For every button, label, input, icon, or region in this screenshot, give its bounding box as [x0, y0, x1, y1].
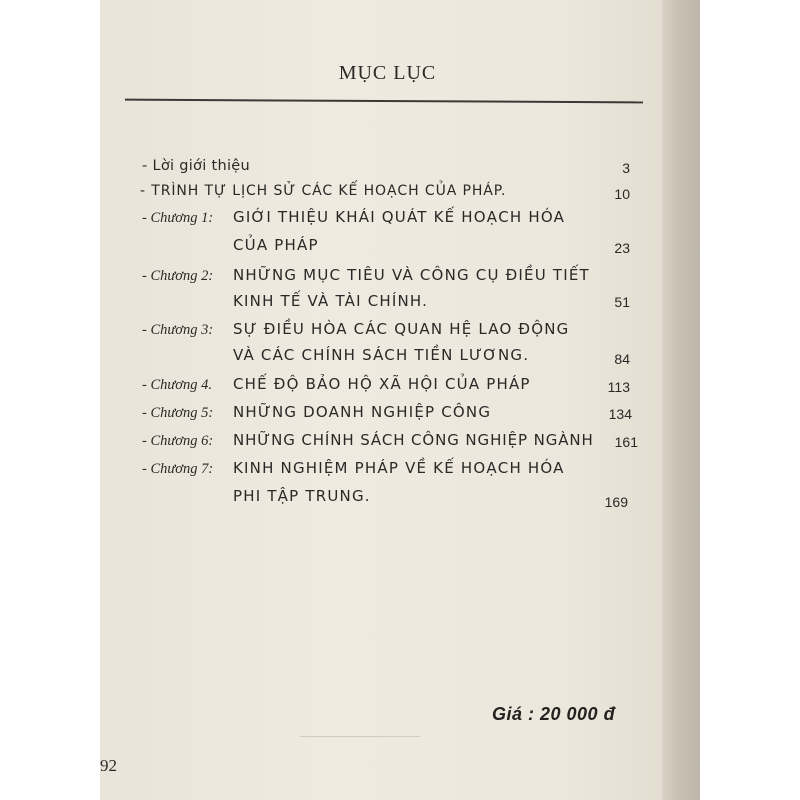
toc-entry-title-cont: VÀ CÁC CHÍNH SÁCH TIỀN LƯƠNG.	[233, 346, 530, 364]
toc-entry-page: 51	[614, 294, 630, 310]
toc-entry-page: 84	[614, 351, 630, 367]
toc-entry-page: 169	[604, 494, 628, 510]
toc-entry-title: NHỮNG CHÍNH SÁCH CÔNG NGHIỆP NGÀNH	[233, 431, 594, 449]
toc-entry-title: SỰ ĐIỀU HÒA CÁC QUAN HỆ LAO ĐỘNG	[233, 320, 570, 338]
toc-entry-title-cont: CỦA PHÁP	[233, 236, 319, 254]
toc-entry-title: NHỮNG DOANH NGHIỆP CÔNG	[233, 403, 492, 421]
toc-entry-chapter: - Chương 1:	[142, 210, 214, 226]
page-edge	[662, 0, 700, 800]
toc-entry-title: CHẾ ĐỘ BẢO HỘ XÃ HỘI CỦA PHÁP	[233, 375, 531, 393]
divider	[300, 736, 420, 737]
toc-entry-page: 134	[608, 406, 632, 422]
toc-entry-title: NHỮNG MỤC TIÊU VÀ CÔNG CỤ ĐIỀU TIẾT	[233, 266, 590, 284]
toc-entry-chapter: - Chương 2:	[142, 268, 214, 284]
toc-entry-chapter: - Chương 4.	[142, 377, 213, 393]
price-label: Giá : 20 000 đ	[492, 704, 616, 724]
toc-entry-title: - Lời giới thiệu	[142, 158, 250, 174]
toc-entry-page: 23	[614, 240, 630, 256]
page-number: 92	[100, 756, 117, 775]
toc-entry-chapter: - Chương 6:	[142, 433, 214, 449]
toc-entry-page: 113	[607, 379, 630, 395]
toc-entry-page: 10	[614, 186, 630, 202]
book-page	[100, 0, 675, 800]
toc-entry-chapter: - Chương 3:	[142, 322, 214, 338]
page-title: MỤC LỤC	[338, 62, 437, 84]
toc-entry-title: - TRÌNH TỰ LỊCH SỬ CÁC KẾ HOẠCH CỦA PHÁP.	[140, 183, 507, 199]
toc-entry-page: 161	[614, 434, 638, 450]
toc-entry-title: GIỚI THIỆU KHÁI QUÁT KẾ HOẠCH HÓA	[233, 208, 566, 226]
toc-entry-chapter: - Chương 5:	[142, 405, 214, 421]
toc-entry-title-cont: PHI TẬP TRUNG.	[233, 487, 371, 505]
toc-entry-title-cont: KINH TẾ VÀ TÀI CHÍNH.	[233, 292, 429, 310]
table-of-contents	[100, 0, 675, 800]
toc-entry-chapter: - Chương 7:	[142, 461, 214, 477]
toc-entry-title: KINH NGHIỆM PHÁP VỀ KẾ HOẠCH HÓA	[233, 459, 565, 477]
toc-entry-page: 3	[622, 160, 630, 176]
